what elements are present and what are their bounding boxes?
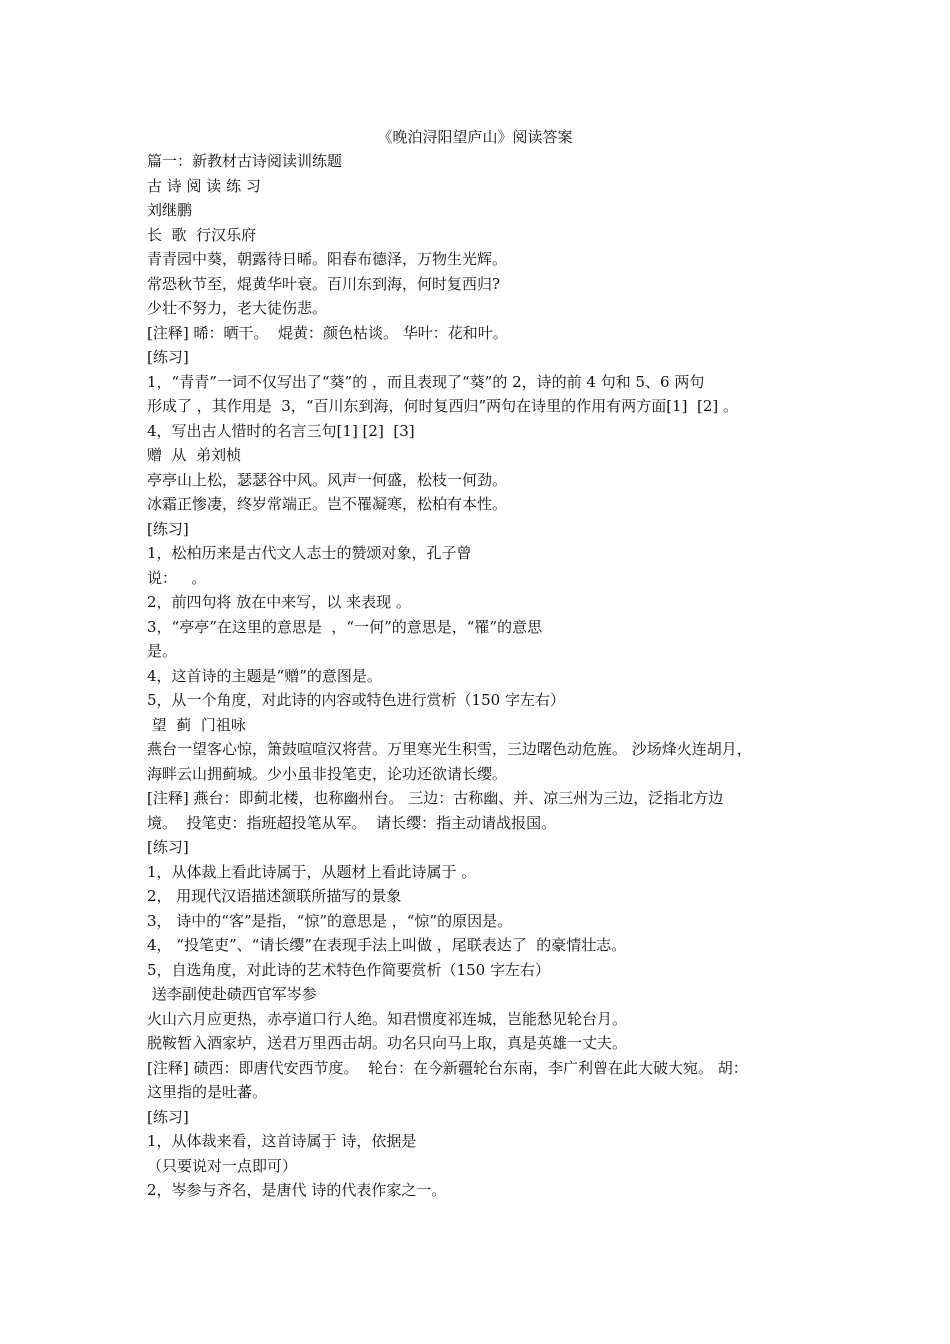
text-line: 送李副使赴碛西官军岑参 [147, 985, 317, 1003]
text-line: 篇一：新教材古诗阅读训练题 [147, 152, 343, 170]
text-line: 这里指的是吐蕃。 [147, 1083, 268, 1101]
text-line: 2， 用现代汉语描述颔联所描写的景象 [147, 887, 402, 905]
text-line: 是。 [147, 642, 178, 660]
text-line: 冰霜正惨凄，终岁常端正。岂不罹凝寒，松柏有本性。 [147, 495, 508, 513]
text-line: 火山六月应更热，赤亭道口行人绝。知君惯度祁连城，岂能愁见轮台月。 [147, 1009, 628, 1028]
text-line: 亭亭山上松，瑟瑟谷中风。风声一何盛，松枝一何劲。 [147, 470, 508, 489]
text-line: 1，松柏历来是古代文人志士的赞颂对象，孔子曾 [147, 544, 472, 562]
text-line: [注释] 碛西：即唐代安西节度。 轮台：在今新疆轮台东南，李广利曾在此大破大宛。 胡： [147, 1058, 748, 1077]
text-line: 1，从体裁来看，这首诗属于 诗，依据是 [147, 1132, 417, 1150]
text-line: 刘继鹏 [147, 201, 193, 219]
text-line: 1，从体裁上看此诗属于，从题材上看此诗属于 。 [147, 862, 477, 881]
text-line: 4，这首诗的主题是“赠”的意图是。 [147, 666, 382, 685]
text-line: [练习] [147, 348, 189, 366]
text-line: 古 诗 阅 读 练 习 [147, 176, 261, 195]
text-line: [注释] 燕台：即蓟北楼，也称幽州台。 三边：古称幽、并、凉三州为三边，泛指北方边 [147, 789, 724, 807]
text-line: 说： 。 [147, 568, 207, 587]
text-line: 3， 诗中的“客”是指，“惊”的意思是 ，“惊”的原因是。 [147, 911, 513, 930]
text-line: （只要说对一点即可） [147, 1156, 298, 1175]
text-line: 3，“亭亭”在这里的意思是 ，“一何”的意思是，“罹”的意思 [147, 617, 543, 636]
text-line: [注释] 晞：晒干。 焜黄：颜色枯谈。 华叶：花和叶。 [147, 323, 508, 342]
text-line: [练习] [147, 838, 189, 856]
text-line: 脱鞍暂入酒家垆，送君万里西击胡。功名只向马上取，真是英雄一丈夫。 [147, 1034, 628, 1052]
text-line: 青青园中葵，朝露待日晞。阳春布德泽，万物生光辉。 [147, 250, 508, 268]
text-line: 5，自选角度，对此诗的艺术特色作简要赏析（150 字左右） [147, 960, 550, 979]
text-line: 5，从一个角度，对此诗的内容或特色进行赏析（150 字左右） [147, 691, 565, 709]
text-line: 望 蓟 门祖咏 [147, 715, 246, 734]
text-line: 长 歌 行汉乐府 [147, 225, 257, 244]
text-line: [练习] [147, 1107, 189, 1126]
text-line: 少壮不努力，老大徒伤悲。 [147, 299, 328, 317]
text-line: 4， “投笔吏”、“请长缨”在表现手法上叫做 ，尾联表达了 的豪情壮志。 [147, 936, 627, 954]
text-line: [练习] [147, 519, 189, 538]
text-line: 4，写出古人惜时的名言三句[1] [2] [3] [147, 421, 415, 440]
text-line: 1，“青青”一词不仅写出了“葵”的 ，而且表现了“葵”的 2，诗的前 4 句和 5、6 两句 [147, 372, 705, 391]
text-line: 常恐秋节至，焜黄华叶衰。百川东到海，何时复西归? [147, 274, 501, 293]
text-line: 2，岑参与齐名，是唐代 诗的代表作家之一。 [147, 1181, 447, 1199]
text-line: 境。 投笔吏：指班超投笔从军。 请长缨：指主动请战报国。 [147, 813, 557, 832]
document-body [147, 149, 827, 1203]
text-line: 形成了 ，其作用是 3，“百川东到海，何时复西归”两句在诗里的作用有两方面[1] [2] 。 [147, 397, 738, 415]
text-line: 燕台一望客心惊，箫鼓喧喧汉将营。万里寒光生积雪，三边曙色动危旌。 沙场烽火连胡月， [147, 740, 752, 758]
text-line: 2，前四句将 放在中来写，以 来表现 。 [147, 593, 411, 611]
document-title: 《晚泊浔阳望庐山》阅读答案 [377, 128, 573, 146]
text-line: 海畔云山拥蓟城。少小虽非投笔吏，论功还欲请长缨。 [147, 764, 508, 783]
text-line: 赠 从 弟刘桢 [147, 446, 242, 464]
